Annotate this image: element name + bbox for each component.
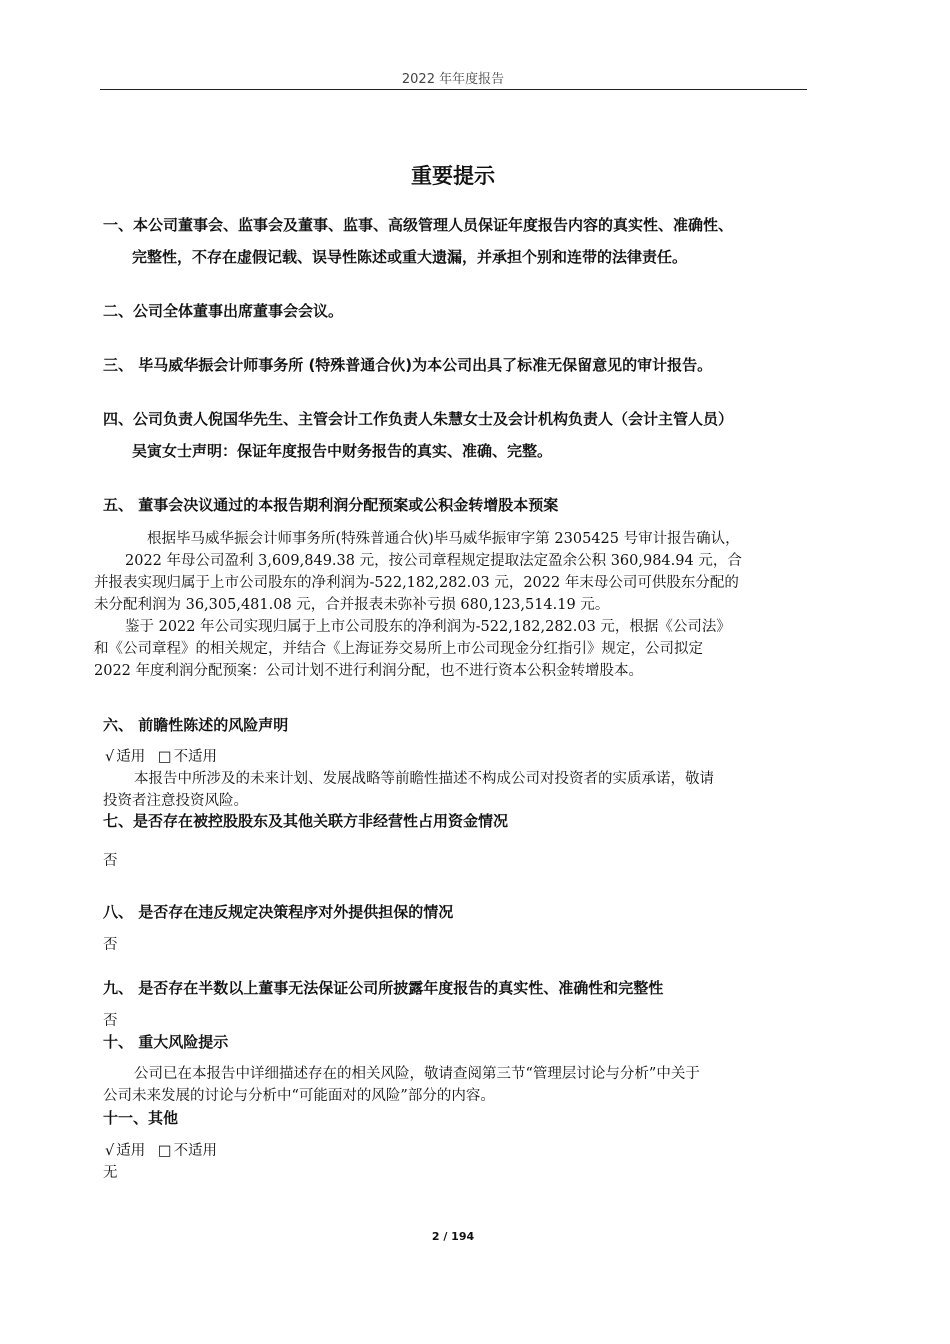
section-4-line-1: 四、公司负责人倪国华先生、主管会计工作负责人朱慧女士及会计机构负责人（会计主管人员） bbox=[103, 410, 734, 428]
section-10-para-line: 公司未来发展的讨论与分析中“可能面对的风险”部分的内容。 bbox=[103, 1088, 495, 1104]
section-4-line-2: 吴寅女士声明：保证年度报告中财务报告的真实、准确、完整。 bbox=[132, 442, 553, 460]
document-title: 重要提示 bbox=[411, 164, 495, 188]
check-mark-icon: √ bbox=[105, 1143, 115, 1159]
section-5-para-line: 和《公司章程》的相关规定，并结合《上海证券交易所上市公司现金分红指引》规定，公司拟定 bbox=[94, 641, 703, 657]
section-8-answer: 否 bbox=[103, 937, 118, 953]
section-5-para-line: 2022 年度利润分配预案：公司计划不进行利润分配，也不进行资本公积金转增股本。 bbox=[94, 663, 644, 679]
option-applicable bbox=[105, 1139, 145, 1160]
section-9-heading: 九、 是否存在半数以上董事无法保证公司所披露年度报告的真实性、准确性和完整性 bbox=[103, 979, 664, 997]
section-1-line-1: 一、本公司董事会、监事会及董事、监事、高级管理人员保证年度报告内容的真实性、准确性、 bbox=[103, 216, 734, 234]
option-not-applicable bbox=[158, 745, 217, 766]
empty-box-icon: □ bbox=[157, 749, 172, 765]
section-2-line-1: 二、公司全体董事出席董事会会议。 bbox=[103, 302, 344, 320]
section-5-para-line: 未分配利润为 36,305,481.08 元，合并报表未弥补亏损 680,123,514.19 元。 bbox=[94, 597, 610, 613]
section-7-answer: 否 bbox=[103, 853, 118, 869]
section-11-applicability bbox=[105, 1139, 217, 1160]
section-5-para-line: 并报表实现归属于上市公司股东的净利润为-522,182,282.03 元，2022 年末母公司可供股东分配的 bbox=[94, 575, 739, 591]
page-header-title: 2022 年年度报告 bbox=[401, 72, 505, 87]
empty-box-icon: □ bbox=[157, 1143, 172, 1159]
section-7-heading: 七、是否存在被控股股东及其他关联方非经营性占用资金情况 bbox=[103, 812, 509, 830]
check-mark-icon: √ bbox=[105, 749, 115, 765]
section-5-para-line: 鉴于 2022 年公司实现归属于上市公司股东的净利润为-522,182,282.03 元，根据《公司法》 bbox=[125, 619, 731, 635]
section-6-para-line: 本报告中所涉及的未来计划、发展战略等前瞻性描述不构成公司对投资者的实质承诺，敬请 bbox=[134, 771, 714, 787]
section-9-answer: 否 bbox=[103, 1013, 118, 1029]
option-not-applicable-label: 不适用 bbox=[173, 1143, 218, 1159]
section-10-heading: 十、 重大风险提示 bbox=[103, 1033, 229, 1051]
section-5-heading: 五、 董事会决议通过的本报告期利润分配预案或公积金转增股本预案 bbox=[103, 496, 559, 514]
section-8-heading: 八、 是否存在违反规定决策程序对外提供担保的情况 bbox=[103, 903, 454, 921]
option-applicable-label: 适用 bbox=[116, 1143, 146, 1159]
section-11-heading: 十一、其他 bbox=[103, 1109, 179, 1127]
section-3-line-1: 三、 毕马威华振会计师事务所 (特殊普通合伙)为本公司出具了标准无保留意见的审计报告。 bbox=[103, 356, 713, 374]
option-applicable bbox=[105, 745, 145, 766]
section-6-para-line: 投资者注意投资风险。 bbox=[103, 793, 248, 809]
section-5-para-line: 2022 年母公司盈利 3,609,849.38 元，按公司章程规定提取法定盈余公积 360,984.94 元，合 bbox=[125, 553, 742, 569]
option-applicable-label: 适用 bbox=[116, 749, 146, 765]
section-10-para-line: 公司已在本报告中详细描述存在的相关风险，敬请查阅第三节“管理层讨论与分析”中关于 bbox=[134, 1066, 700, 1082]
section-6-applicability bbox=[105, 745, 217, 766]
section-5-para-line: 根据毕马威华振会计师事务所(特殊普通合伙)毕马威华振审字第 2305425 号审计报告确认， bbox=[147, 531, 740, 547]
option-not-applicable bbox=[158, 1139, 217, 1160]
section-11-answer: 无 bbox=[103, 1165, 118, 1181]
section-6-heading: 六、 前瞻性陈述的风险声明 bbox=[103, 716, 289, 734]
option-not-applicable-label: 不适用 bbox=[173, 749, 218, 765]
page-number: 2 / 194 bbox=[431, 1230, 475, 1243]
section-1-line-2: 完整性，不存在虚假记载、误导性陈述或重大遗漏，并承担个别和连带的法律责任。 bbox=[132, 248, 688, 266]
header-rule bbox=[100, 89, 807, 90]
